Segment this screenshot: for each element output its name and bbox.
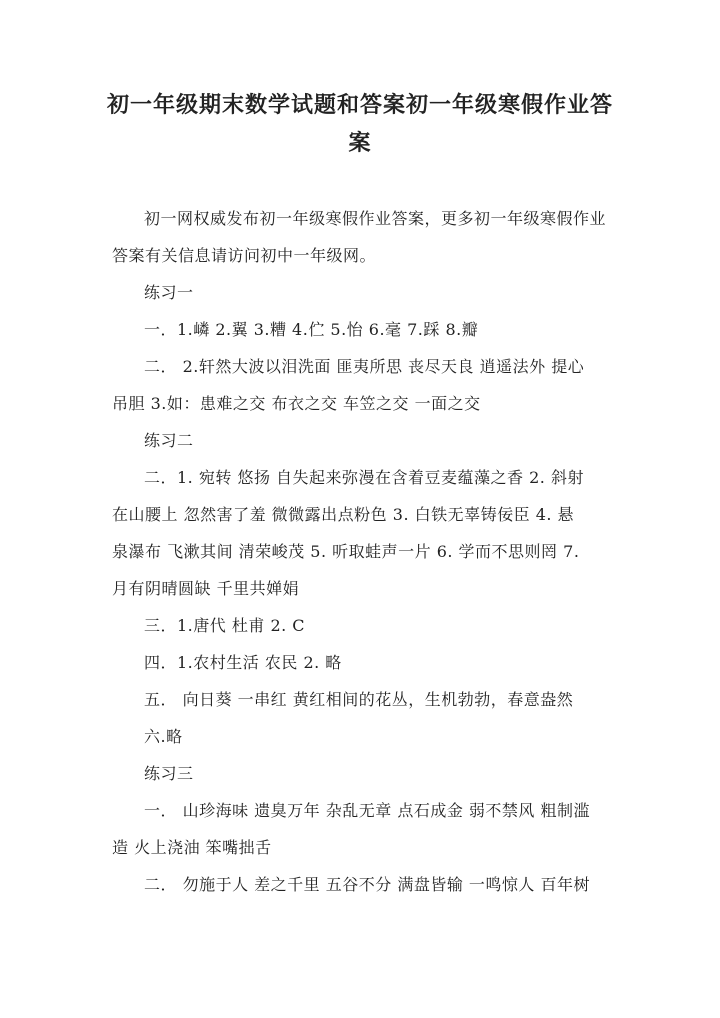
intro-paragraph bbox=[112, 200, 614, 274]
text-line: 造 火上浇油 笨嘴拙舌 bbox=[112, 838, 272, 857]
text-line: 二． 2.轩然大波以泪洗面 匪夷所思 丧尽天良 逍遥法外 提心 bbox=[144, 357, 585, 376]
text-line: 练习三 bbox=[144, 764, 194, 783]
text-line: 二．1. 宛转 悠扬 自失起来弥漫在含着豆麦蕴藻之香 2. 斜射 bbox=[144, 468, 584, 487]
text-line: 泉瀑布 飞漱其间 清荣峻茂 5. 听取蛙声一片 6. 学而不思则罔 7. bbox=[112, 542, 580, 561]
answer-paragraph bbox=[112, 311, 614, 348]
text-line: 五． 向日葵 一串红 黄红相间的花丛，生机勃勃，春意盎然 bbox=[144, 690, 574, 709]
text-line: 在山腰上 忽然害了羞 微微露出点粉色 3. 白铁无辜铸佞臣 4. 悬 bbox=[112, 505, 575, 524]
answer-paragraph bbox=[112, 866, 614, 903]
section-heading-exercise-3 bbox=[112, 755, 614, 792]
text-line: 三．1.唐代 杜甫 2. C bbox=[144, 616, 306, 635]
text-line: 一． 山珍海味 遗臭万年 杂乱无章 点石成金 弱不禁风 粗制滥 bbox=[144, 801, 591, 820]
section-heading-exercise-2 bbox=[112, 422, 614, 459]
text-line: 练习二 bbox=[144, 431, 194, 450]
title-line-1: 初一年级期末数学试题和答案初一年级寒假作业答 bbox=[106, 92, 613, 118]
text-line: 初一网权威发布初一年级寒假作业答案，更多初一年级寒假作业 bbox=[144, 209, 607, 228]
text-line: 一．1.嶙 2.翼 3.糟 4.伫 5.怡 6.毫 7.踩 8.瓣 bbox=[144, 320, 479, 339]
title-line-2: 案 bbox=[348, 130, 372, 156]
answer-paragraph bbox=[112, 348, 614, 422]
section-heading-exercise-1 bbox=[112, 274, 614, 311]
answer-paragraph bbox=[112, 681, 614, 718]
text-line: 吊胆 3.如：患难之交 布衣之交 车笠之交 一面之交 bbox=[112, 394, 481, 413]
text-line: 四．1.农村生活 农民 2. 略 bbox=[144, 653, 342, 672]
text-line: 答案有关信息请访问初中一年级网。 bbox=[112, 246, 377, 265]
answer-paragraph bbox=[112, 459, 614, 607]
answer-paragraph bbox=[112, 607, 614, 644]
text-line: 练习一 bbox=[144, 283, 194, 302]
page-title bbox=[100, 86, 620, 162]
document-body bbox=[112, 200, 614, 903]
text-line: 二． 勿施于人 差之千里 五谷不分 满盘皆输 一鸣惊人 百年树 bbox=[144, 875, 591, 894]
text-line: 月有阴晴圆缺 千里共婵娟 bbox=[112, 579, 300, 598]
answer-paragraph bbox=[112, 644, 614, 681]
answer-paragraph bbox=[112, 792, 614, 866]
answer-paragraph bbox=[112, 718, 614, 755]
text-line: 六.略 bbox=[144, 727, 183, 746]
